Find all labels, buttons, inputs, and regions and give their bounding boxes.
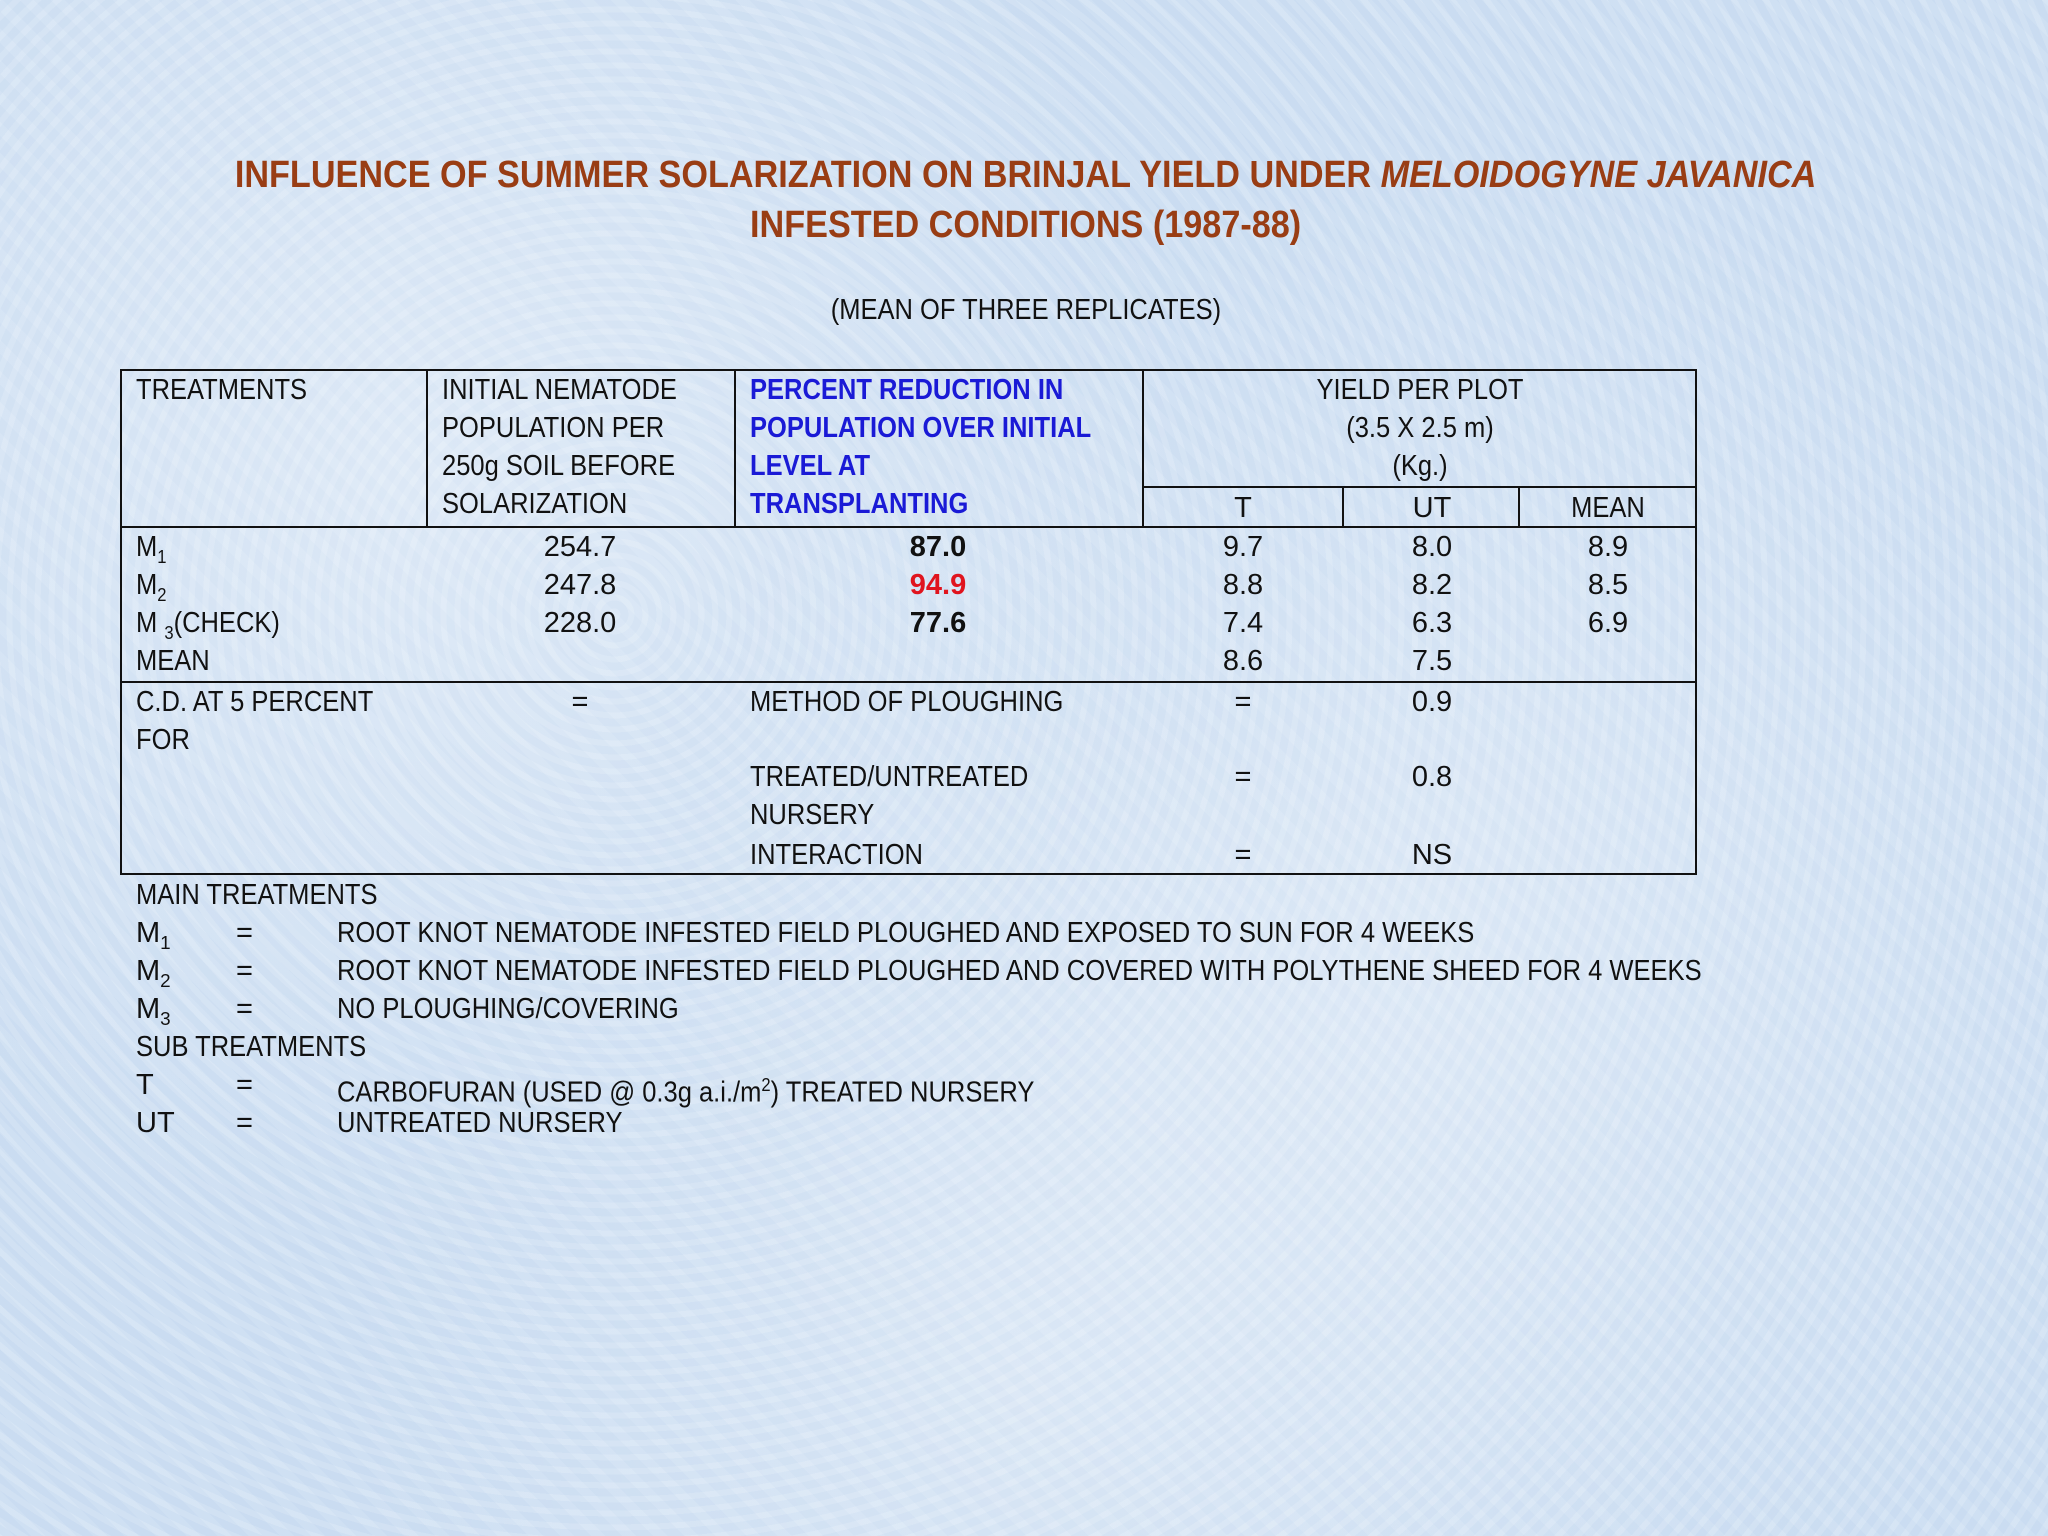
yield-subheader-line [1142, 486, 1697, 488]
legend-eq-t: = [236, 1069, 253, 1101]
legend-desc-m3: NO PLOUGHING/COVERING [337, 993, 679, 1025]
title-line-1: INFLUENCE OF SUMMER SOLARIZATION ON BRINJAL YIELD UNDER MELOIDOGYNE JAVANICA [234, 154, 1817, 196]
ut-m3: 6.3 [1411, 607, 1453, 639]
legend-code-m1: $M_1$ [136, 917, 171, 953]
legend-eq-m2: = [236, 955, 253, 987]
legend-eq-ut: = [236, 1107, 253, 1139]
legend-desc-t: CARBOFURAN (USED @ 0.3g $a.i./m^2$) TREATED NURSERY [337, 1074, 1035, 1109]
cd-item-interaction: INTERACTION [750, 839, 923, 871]
legend-desc-ut: UNTREATED NURSERY [337, 1107, 623, 1139]
table-border-right [1695, 369, 1697, 875]
cd-equals: = [571, 686, 589, 718]
species-name: MELOIDOGYNE JAVANICA [1380, 154, 1817, 196]
legend-desc-m2: ROOT KNOT NEMATODE INFESTED FIELD PLOUGHED AND COVERED WITH POLYTHENE SHEED FOR 4 WEEKS [337, 955, 1702, 987]
t-m1: 9.7 [1222, 531, 1264, 563]
header-treatments: TREATMENTS [136, 374, 308, 406]
legend-code-ut: UT [136, 1107, 175, 1139]
t-m2: 8.8 [1222, 569, 1264, 601]
row-label-m2: $M_2$ [136, 569, 167, 605]
legend-code-t: T [136, 1069, 154, 1101]
reduction-m1: 87.0 [909, 531, 967, 563]
page-title [104, 150, 1947, 250]
header-t: T [1234, 492, 1252, 524]
col-divider-4 [1342, 486, 1344, 527]
ut-mean: 7.5 [1411, 645, 1453, 677]
cd-item-ploughing: METHOD OF PLOUGHING [750, 686, 1064, 718]
col-divider-3 [1142, 369, 1144, 527]
initial-m1: 254.7 [543, 531, 617, 563]
sub-treatments-heading: SUB TREATMENTS [136, 1031, 367, 1063]
header-initial-population: INITIAL NEMATODE POPULATION PER 250g SOIL BEFORE SOLARIZATION [442, 374, 677, 520]
initial-m3: 228.0 [543, 607, 617, 639]
cd-item-nursery: TREATED/UNTREATED NURSERY [750, 761, 1029, 831]
legend-desc-m1: ROOT KNOT NEMATODE INFESTED FIELD PLOUGHED AND EXPOSED TO SUN FOR 4 WEEKS [337, 917, 1475, 949]
header-bottom-line [120, 526, 1697, 528]
row-label-m1: $M_1$ [136, 531, 167, 567]
cd-item-nursery-value: 0.8 [1411, 761, 1453, 793]
cd-item-interaction-value: NS [1411, 839, 1453, 871]
col-divider-5 [1518, 486, 1520, 527]
legend-code-m3: $M_3$ [136, 993, 171, 1029]
title-line-2: INFESTED CONDITIONS (1987-88) [750, 204, 1302, 246]
cd-item-ploughing-value: 0.9 [1411, 686, 1453, 718]
header-yield: YIELD PER PLOT (3.5 X 2.5 m) (Kg.) [1316, 374, 1524, 482]
main-treatments-heading: MAIN TREATMENTS [136, 879, 378, 911]
reduction-m2: 94.9 [909, 569, 967, 601]
t-m3: 7.4 [1222, 607, 1264, 639]
ut-m2: 8.2 [1411, 569, 1453, 601]
t-mean: 8.6 [1222, 645, 1264, 677]
col-divider-2 [734, 369, 736, 527]
legend-eq-m3: = [236, 993, 253, 1025]
ut-m1: 8.0 [1411, 531, 1453, 563]
mean-m2: 8.5 [1587, 569, 1629, 601]
header-ut: UT [1412, 492, 1452, 524]
legend-eq-m1: = [236, 917, 253, 949]
table-border-left [120, 369, 122, 875]
cd-item-interaction-eq: = [1234, 839, 1252, 871]
row-label-m3: M $_3$(CHECK) [136, 607, 280, 643]
col-divider-1 [426, 369, 428, 527]
mean-m1: 8.9 [1587, 531, 1629, 563]
initial-m2: 247.8 [543, 569, 617, 601]
legend-code-m2: $M_2$ [136, 955, 171, 991]
reduction-m3: 77.6 [909, 607, 967, 639]
header-percent-reduction: PERCENT REDUCTION IN POPULATION OVER INITIAL LEVEL AT TRANSPLANTING [750, 374, 1092, 520]
cd-item-nursery-eq: = [1234, 761, 1252, 793]
subtitle: (MEAN OF THREE REPLICATES) [830, 294, 1222, 326]
row-label-mean: MEAN [136, 645, 210, 677]
header-mean: MEAN [1571, 492, 1645, 524]
mean-m3: 6.9 [1587, 607, 1629, 639]
cd-label: C.D. AT 5 PERCENT FOR [136, 686, 374, 756]
cd-item-ploughing-eq: = [1234, 686, 1252, 718]
